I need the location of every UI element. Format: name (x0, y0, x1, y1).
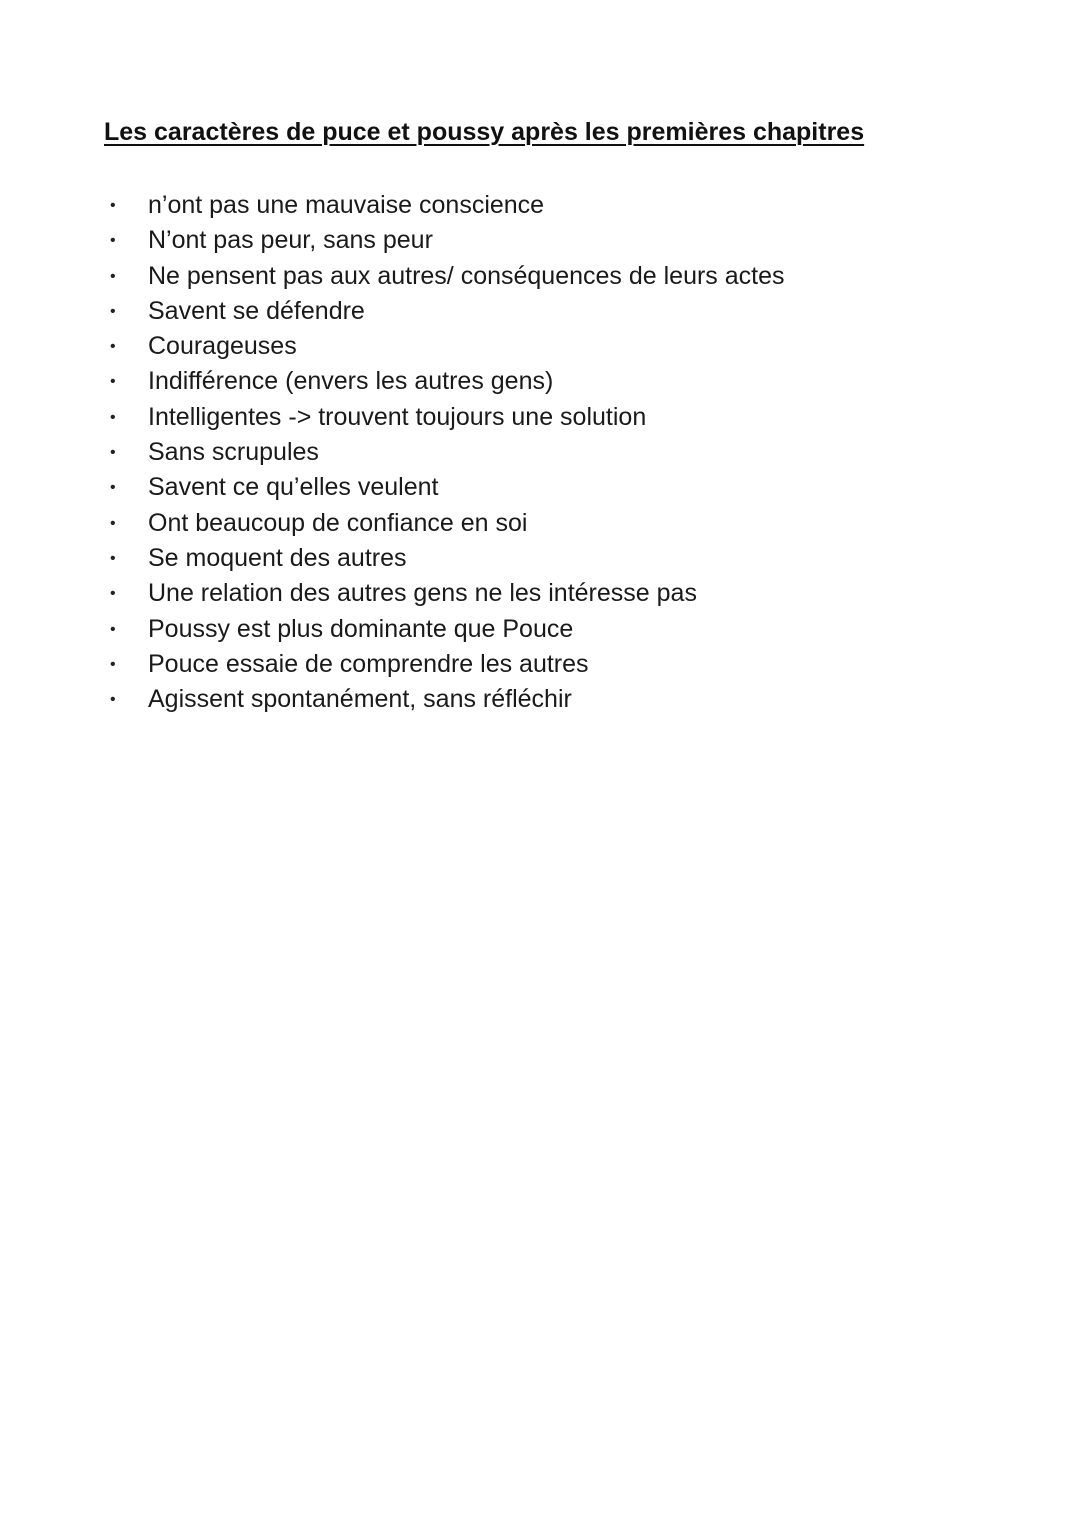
list-item-text: Courageuses (148, 332, 297, 361)
list-item-text: Une relation des autres gens ne les intéresse pas (148, 579, 697, 608)
list-item-text: Indifférence (envers les autres gens) (148, 367, 554, 396)
bullet-icon: • (110, 197, 116, 214)
list-item-text: Savent se défendre (148, 296, 365, 325)
list-item-text: Se moquent des autres (148, 543, 407, 572)
bullet-icon: • (110, 479, 116, 497)
list-item-text: Intelligentes -> trouvent toujours une solution (148, 402, 647, 431)
bullet-icon: • (110, 408, 116, 426)
list-item-text: Pouce essaie de comprendre les autres (148, 649, 589, 678)
bullet-icon: • (110, 373, 116, 391)
bullet-icon: • (110, 585, 116, 603)
bullet-icon: • (110, 232, 116, 250)
bullet-icon: • (110, 302, 116, 320)
bullet-icon: • (110, 620, 116, 638)
list-item-text: N’ont pas peur, sans peur (148, 226, 433, 255)
bullet-icon: • (110, 549, 116, 567)
bullet-icon: • (110, 267, 116, 285)
bullet-icon: • (110, 691, 116, 709)
bullet-icon: • (110, 444, 116, 462)
list-item-text: n’ont pas une mauvaise conscience (148, 191, 545, 219)
list-item-text: Agissent spontanément, sans réfléchir (148, 685, 572, 714)
list-item-text: Sans scrupules (148, 438, 319, 467)
bullet-icon: • (110, 514, 116, 532)
bullet-icon: • (110, 338, 116, 356)
bullet-icon: • (110, 655, 116, 673)
list-item-text: Savent ce qu’elles veulent (148, 473, 439, 502)
page-title: Les caractères de puce et poussy après les premières chapitres (104, 118, 865, 146)
list-item-text: Poussy est plus dominante que Pouce (148, 614, 574, 643)
list-item-text: Ne pensent pas aux autres/ conséquences de leurs actes (148, 261, 785, 290)
list-item-text: Ont beaucoup de confiance en soi (148, 508, 528, 537)
